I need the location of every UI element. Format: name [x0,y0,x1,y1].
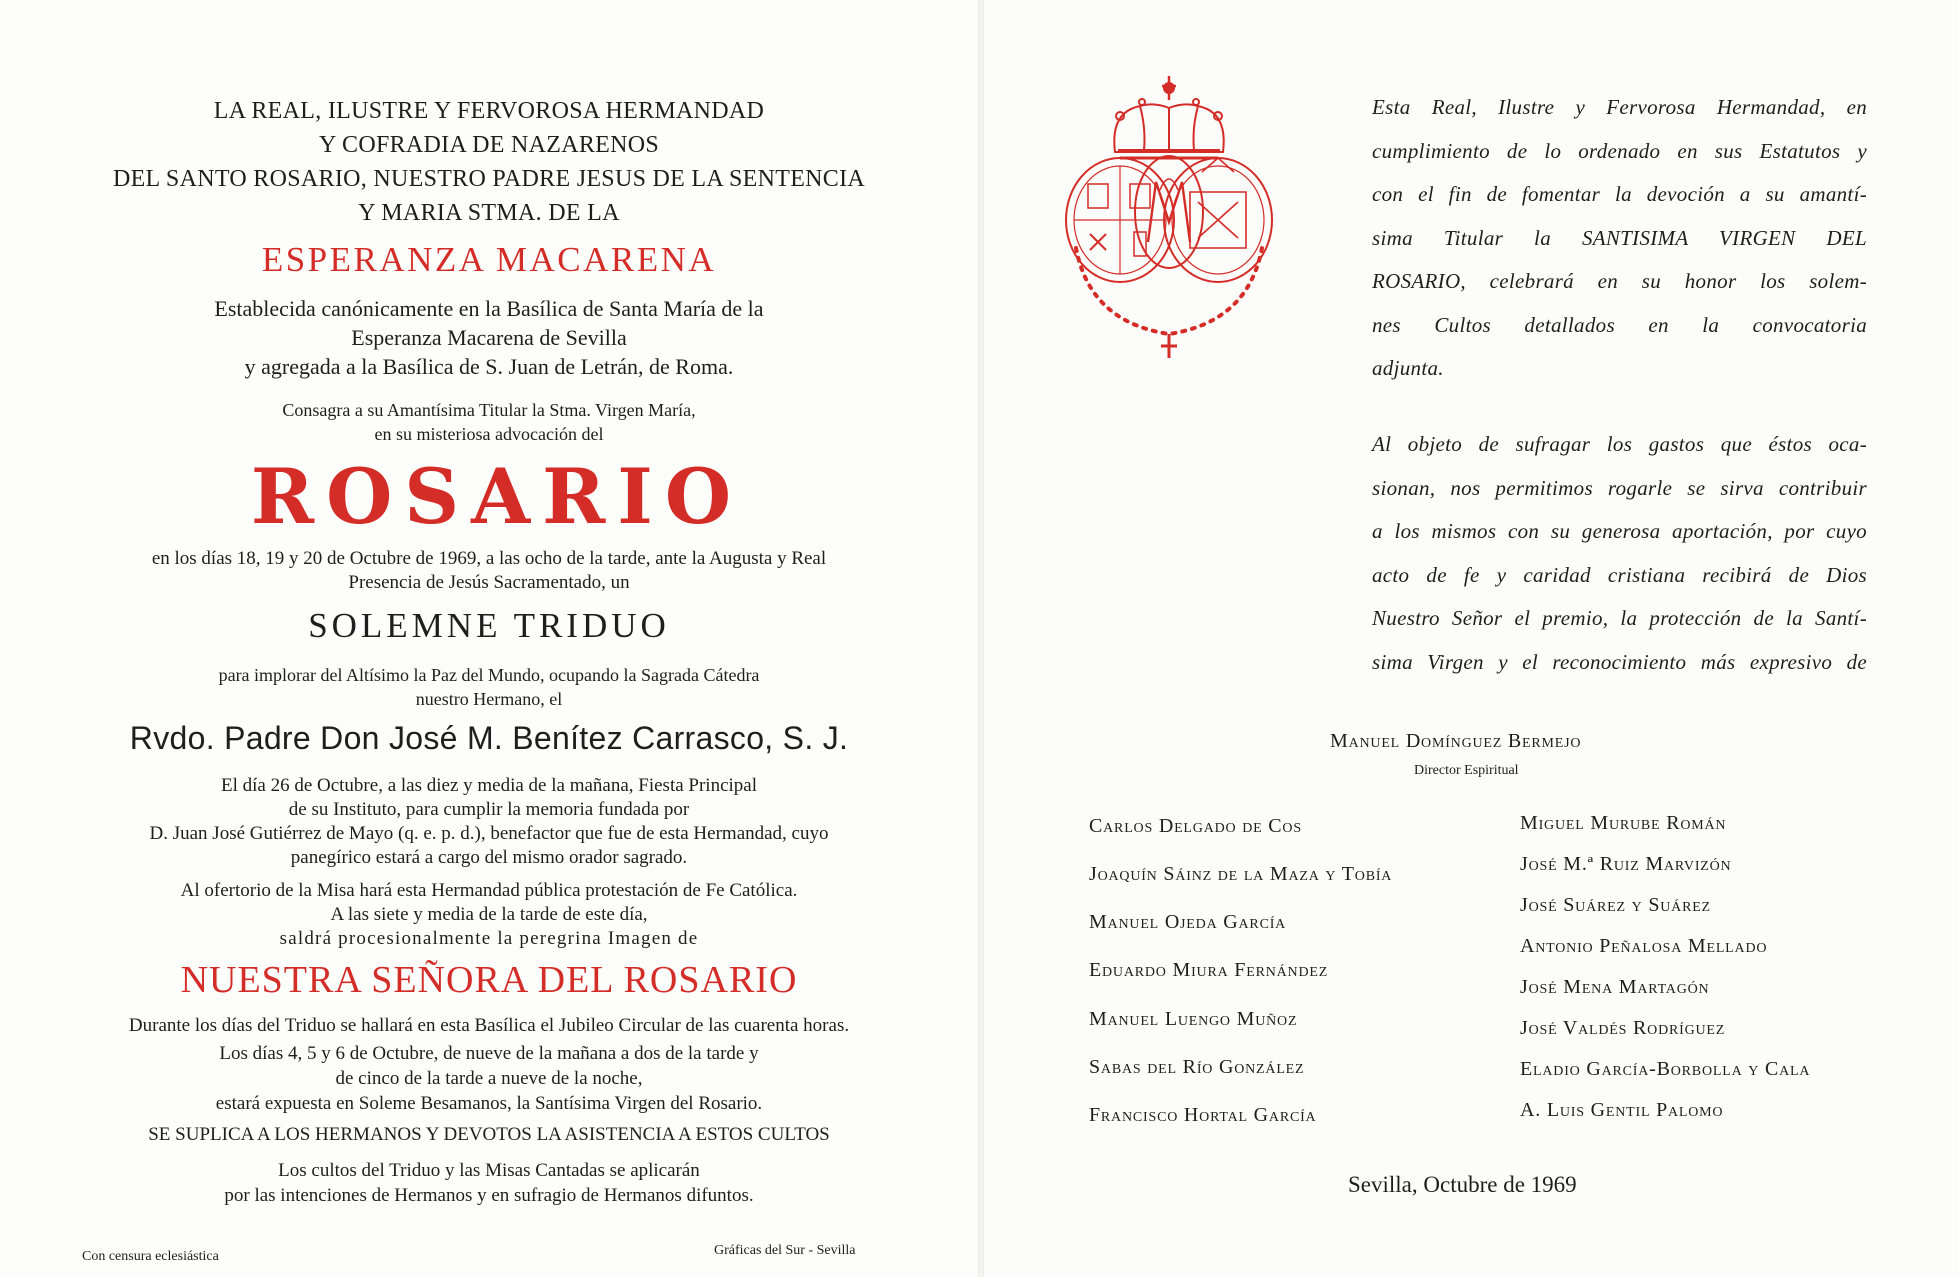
signatory-name: José M.ª Ruiz Marvizón [1520,853,1732,875]
paragraph-line: adjunta. [1372,356,1444,380]
paragraph-line: acto de fe y caridad cristiana recibirá de Dios [1372,562,1867,587]
procession-line: saldrá procesionalmente la peregrina Imagen de [279,928,699,949]
paragraph-line: sionan, nos permitimos rogarle se sirva contribuir [1372,475,1867,500]
established-line: y agregada a la Basílica de S. Juan de Letrán, de Roma. [244,354,734,379]
paragraph-line: Al objeto de sufragar los gastos que éstos oca- [1372,432,1867,456]
paragraph-line: sima Titular la SANTISIMA VIRGEN DEL [1372,225,1867,250]
header-line: DEL SANTO ROSARIO, NUESTRO PADRE JESUS DE LA SENTENCIA [112,166,866,192]
fiesta-line: D. Juan José Gutiérrez de Mayo (q. e. p. d.), benefactor que fue de esta Hermandad, cuyo [149,823,829,844]
signatory-name: José Mena Martagón [1520,976,1710,998]
brotherhood-name: ESPERANZA MACARENA [261,240,717,279]
header-line: LA REAL, ILUSTRE Y FERVOROSA HERMANDAD [213,98,765,124]
implore-line: nuestro Hermano, el [415,689,563,709]
signatory-name: Antonio Peñalosa Mellado [1520,935,1768,957]
advocation-title: ROSARIO [250,452,744,541]
paragraph-line: con el fin de fomentar la devoción a su amantí- [1372,182,1867,206]
paragraph-line: sima Virgen y el reconocimiento más expresivo de [1372,649,1867,674]
appeal-paragraph-1 [1372,86,1867,391]
signatory-name: José Suárez y Suárez [1520,894,1711,916]
paragraph-line: Nuestro Señor el premio, la protección de la Santí- [1372,606,1867,630]
director-title: Director Espiritual [1414,763,1519,778]
implore-line: para implorar del Altísimo la Paz del Mundo, ocupando la Sagrada Cátedra [218,665,760,685]
signatory-name: A. Luis Gentil Palomo [1520,1099,1724,1121]
jubileo-line: Durante los días del Triduo se hallará en esta Basílica el Jubileo Circular de las cuarenta horas. [128,1015,850,1036]
procession-line: A las siete y media de la tarde de este día, [330,904,648,925]
printer-note: Gráficas del Sur - Sevilla [714,1243,856,1258]
intentions-line: Los cultos del Triduo y las Misas Cantadas se aplicarán [278,1160,700,1181]
paragraph-line: cumplimiento de lo ordenado en sus Estatutos y [1372,138,1867,163]
dates-line: Presencia de Jesús Sacramentado, un [348,572,630,593]
header-line: Y MARIA STMA. DE LA [358,200,620,226]
paragraph-line: nes Cultos detallados en la convocatoria [1372,312,1867,337]
intentions-line: por las intenciones de Hermanos y en sufragio de Hermanos difuntos. [224,1185,754,1206]
image-name: NUESTRA SEÑORA DEL ROSARIO [180,959,798,1001]
appeal-paragraph-2 [1372,423,1867,684]
besamanos-line: Los días 4, 5 y 6 de Octubre, de nueve de la mañana a dos de la tarde y [219,1043,759,1064]
established-line: Establecida canónicamente en la Basílica de Santa María de la [214,296,764,321]
signatory-name: Francisco Hortal García [1089,1104,1317,1126]
signatory-name: Sabas del Río González [1089,1056,1305,1078]
besamanos-line: estará expuesta en Soleme Besamanos, la Santísima Virgen del Rosario. [215,1093,763,1114]
fiesta-line: El día 26 de Octubre, a las diez y media de la mañana, Fiesta Principal [220,775,758,796]
censorship-note: Con censura eclesiástica [82,1249,219,1264]
dates-line: en los días 18, 19 y 20 de Octubre de 1969, a las ocho de la tarde, ante la Augusta y Real [151,548,827,569]
besamanos-line: de cinco de la tarde a nueve de la noche, [335,1068,643,1089]
director-name: Manuel Domínguez Bermejo [1330,730,1582,752]
triduo-title: SOLEMNE TRIDUO [308,606,670,645]
plea-line: SE SUPLICA A LOS HERMANOS Y DEVOTOS LA ASISTENCIA A ESTOS CULTOS [148,1124,830,1145]
signatory-name: Manuel Ojeda García [1089,911,1287,933]
signatory-name: Miguel Murube Román [1520,812,1727,834]
consecrates-line: en su misteriosa advocación del [374,424,604,444]
signatory-name: José Valdés Rodríguez [1520,1017,1726,1039]
fiesta-line: de su Instituto, para cumplir la memoria fundada por [288,799,690,820]
paragraph-line: Esta Real, Ilustre y Fervorosa Hermandad, en [1372,95,1867,119]
established-line: Esperanza Macarena de Sevilla [351,325,627,350]
procession-line: Al ofertorio de la Misa hará esta Hermandad pública protestación de Fe Católica. [180,880,798,901]
hermandad-coat-of-arms-icon [1050,72,1288,362]
signatory-name: Eladio García-Borbolla y Cala [1520,1058,1811,1080]
preacher-name: Rvdo. Padre Don José M. Benítez Carrasco, S. J. [129,720,849,756]
consecrates-line: Consagra a su Amantísima Titular la Stma. Virgen María, [282,400,696,420]
paragraph-line: ROSARIO, celebrará en su honor los solem- [1372,269,1867,293]
signatory-name: Joaquín Sáinz de la Maza y Tobía [1089,863,1393,885]
header-line: Y COFRADIA DE NAZARENOS [318,132,660,158]
signatory-name: Eduardo Miura Fernández [1089,959,1329,981]
paragraph-line: a los mismos con su generosa aportación, por cuyo [1372,519,1867,543]
signatory-name: Manuel Luengo Muñoz [1089,1008,1298,1030]
fiesta-line: panegírico estará a cargo del mismo orador sagrado. [290,847,688,868]
signatory-name: Carlos Delgado de Cos [1089,815,1302,837]
place-date: Sevilla, Octubre de 1969 [1348,1172,1577,1197]
